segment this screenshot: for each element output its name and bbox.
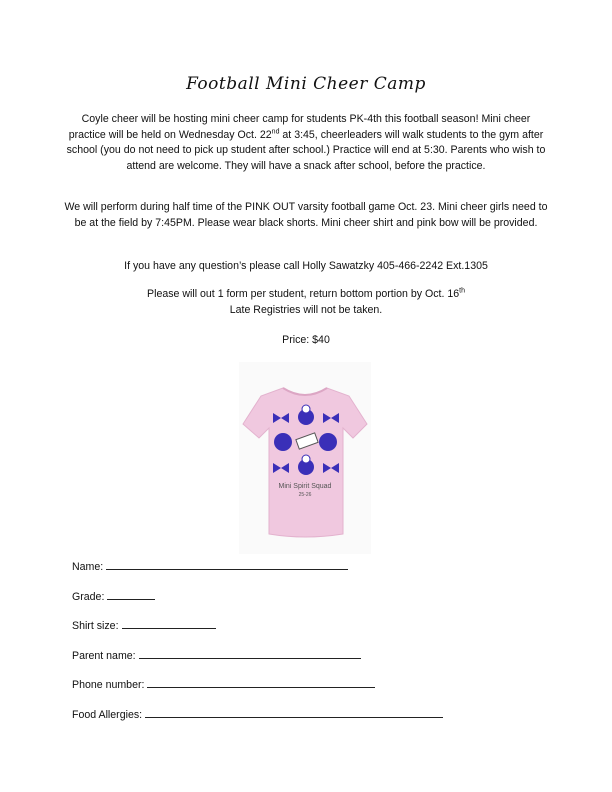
shirt-year: 25-26 — [298, 492, 312, 498]
intro-paragraph: Coyle cheer will be hosting mini cheer camp for students PK-4th this football season! Mini cheer practice will be held on Wednesday Oct. 22nd at 3:45, cheerleaders will walk students to the gym after school (you do not need to pick up student after school.) Practice will end at 5:30. Parents who wish to attend are welcome. They will have a snack after school, before the practice. — [66, 113, 546, 172]
shirt-size-field[interactable] — [72, 617, 216, 632]
parent-name-label: Parent name: — [72, 650, 136, 662]
allergies-field[interactable] — [72, 706, 443, 721]
phone-label: Phone number: — [72, 679, 145, 691]
allergies-line[interactable] — [145, 706, 443, 718]
parent-name-field[interactable] — [72, 647, 361, 662]
tshirt-graphic — [239, 362, 371, 554]
allergies-label: Food Allergies: — [72, 709, 143, 721]
parent-name-line[interactable] — [139, 647, 361, 659]
name-field[interactable] — [72, 558, 348, 573]
contact-paragraph: If you have any question’s please call Holly Sawatzky 405-466-2242 Ext.1305 — [124, 260, 488, 272]
performance-paragraph: We will perform during half time of the PINK OUT varsity football game Oct. 23. Mini cheer girls need to be at the field by 7:45PM. Please wear black shorts. Mini cheer shirt and pink bow will be provided. — [64, 201, 548, 229]
shirt-text: Mini Spirit Squad — [278, 483, 332, 490]
form-instructions: Please will out 1 form per student, return bottom portion by Oct. 16th Late Registries will not be taken. — [147, 287, 465, 316]
grade-label: Grade: — [72, 591, 105, 603]
grade-line[interactable] — [107, 588, 155, 600]
name-line[interactable] — [106, 558, 348, 570]
shirt-size-line[interactable] — [122, 617, 216, 629]
phone-field[interactable] — [72, 676, 375, 691]
page-title: Football Mini Cheer Camp — [186, 74, 426, 94]
shirt-image — [239, 362, 371, 554]
grade-field[interactable] — [72, 588, 155, 603]
shirt-size-label: Shirt size: — [72, 620, 119, 632]
phone-line[interactable] — [147, 676, 375, 688]
price-text: Price: $40 — [282, 334, 330, 346]
name-label: Name: — [72, 561, 104, 573]
